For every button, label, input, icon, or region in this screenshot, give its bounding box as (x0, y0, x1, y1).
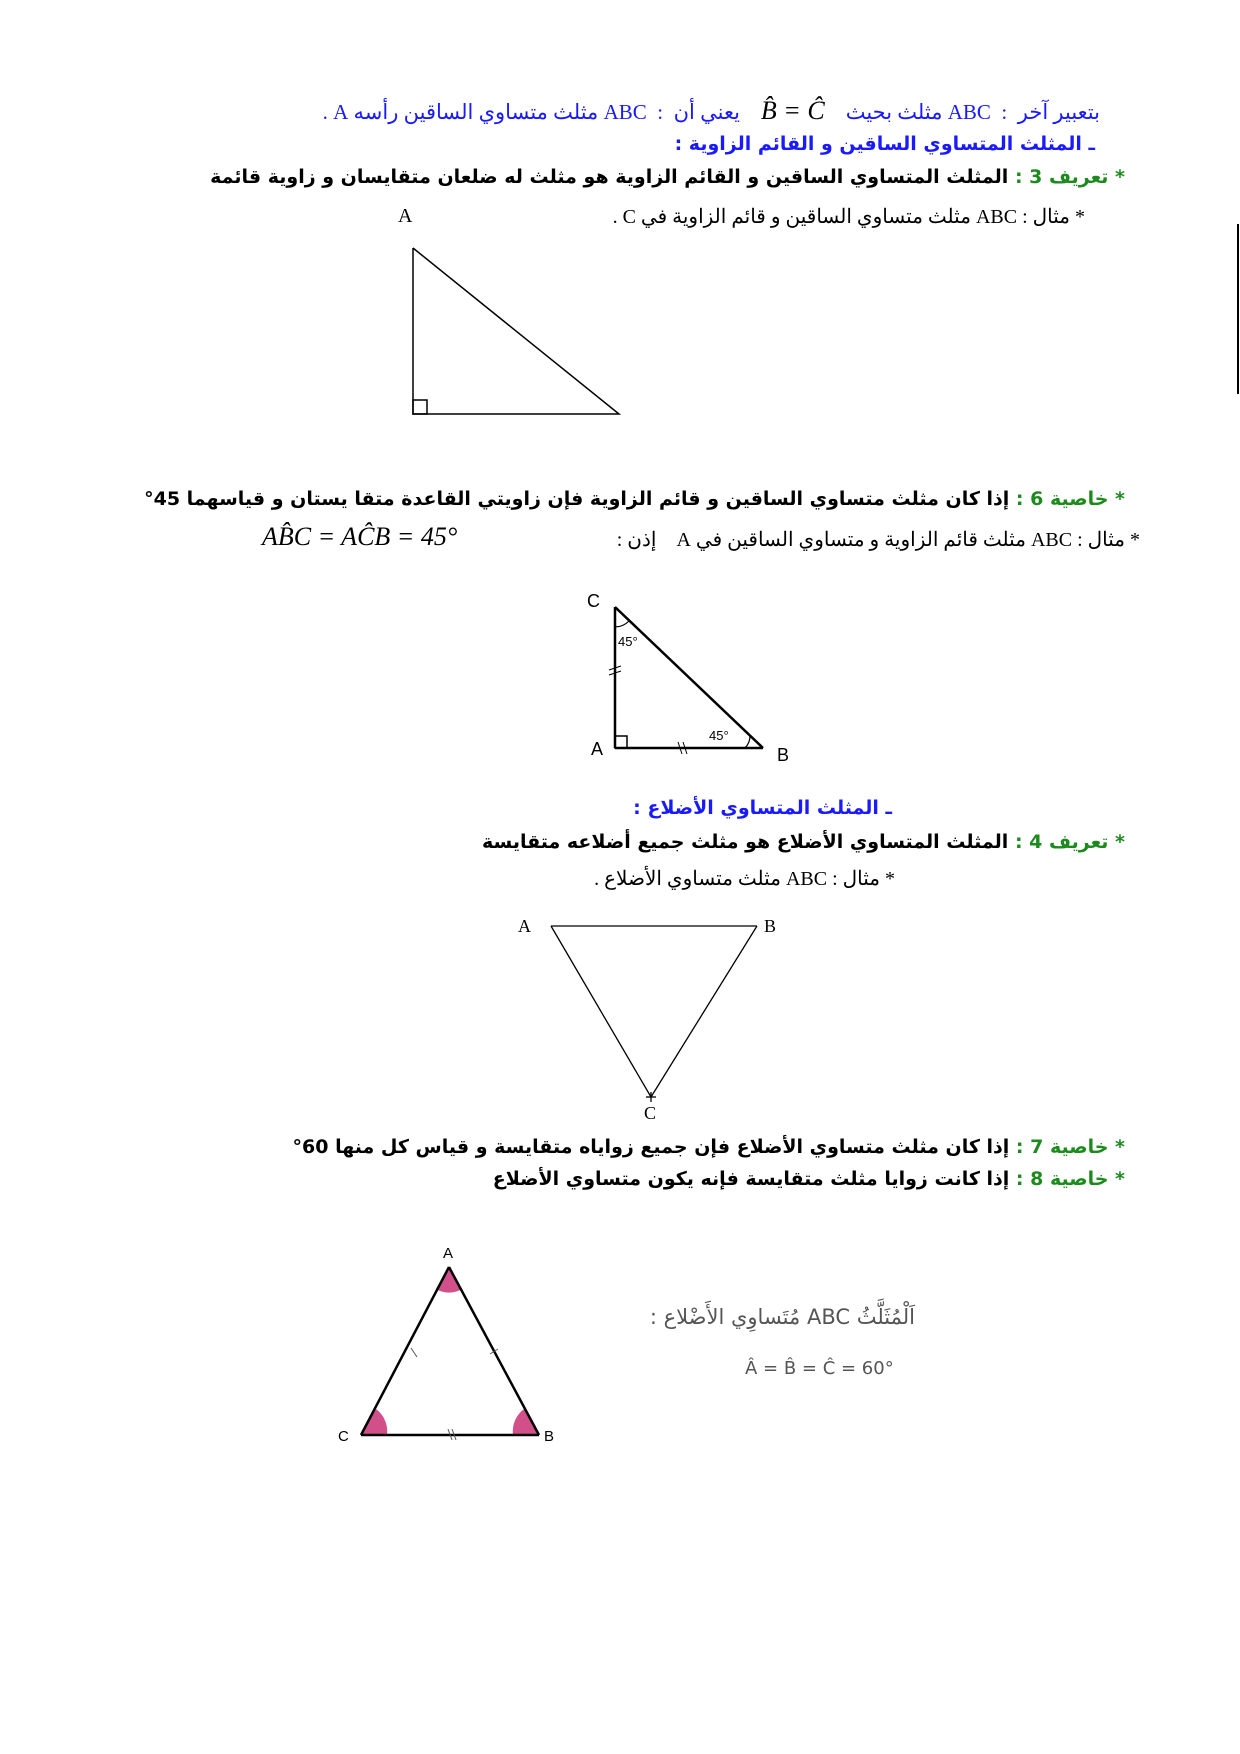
p6-example-text: مثلث قائم الزاوية و متساوي الساقين في A (676, 529, 1026, 551)
intro-abc: ABC (947, 100, 991, 124)
fig4-label-b: B (544, 1428, 555, 1445)
property-6-label: * خاصية 6 : (1015, 488, 1125, 510)
property-6-text: إذا كان مثلث متساوي الساقين و قائم الزاوية فإن زاويتي القاعدة متقا يستان و قياسهما 45° (144, 488, 1010, 510)
intro-mid2: يعني أن (673, 100, 740, 124)
figure1-label-a: A (398, 205, 413, 227)
definition-4 (482, 831, 1125, 853)
example-text: مثلث متساوي الساقين و قائم الزاوية في C . (612, 206, 971, 228)
fig2-label-c: C (587, 591, 600, 611)
section-heading-isosceles-right: ـ المثلث المتساوي الساقين و القائم الزاوية : (674, 133, 1095, 155)
property-8-text: إذا كانت زوايا مثلث متقايسة فإنه يكون متساوي الأضلاع (492, 1168, 1010, 1190)
property-7-label: * خاصية 7 : (1015, 1136, 1125, 1158)
intro-line: بتعبير آخر : ABC مثلث بحيث B̂ = Ĉ يعني أن : ABC مثلث متساوي الساقين رأسه A . (322, 96, 1100, 125)
fig4-label-a: A (443, 1245, 454, 1262)
p6-example-abc: ABC (1030, 529, 1073, 551)
eq-example-text: مثلث متساوي الأضلاع . (594, 868, 781, 890)
example-prefix: * مثال : (1022, 206, 1085, 228)
final-figure-formula: Â = B̂ = Ĉ = 60° (745, 1358, 894, 1379)
example-isosceles-right (613, 204, 1085, 229)
definition-3 (210, 166, 1125, 188)
fig3-label-a: A (518, 916, 531, 936)
fig2-angle-b: 45° (709, 728, 729, 743)
example-equilateral (594, 866, 895, 891)
definition-3-text: المثلث المتساوي الساقين و القائم الزاوية هو مثلث له ضلعان متقايسان و زاوية قائمة (210, 166, 1009, 188)
property-8 (493, 1168, 1125, 1190)
property-7-text: إذا كان مثلث متساوي الأضلاع فإن جميع زواياه متقايسة و قياس كل منها 60° (292, 1136, 1010, 1158)
final-figure-caption: اَلْمُثَلَّثُ ABC مُتَساوِي الأَضْلاع : (649, 1305, 915, 1329)
property-6-formula: AB̂C = AĈB = 45° (262, 522, 458, 551)
eq-example-abc: ABC (785, 868, 828, 890)
intro-equation: B̂ = Ĉ (760, 96, 825, 125)
intro-abc-2: ABC (603, 100, 647, 124)
margin-bar (1237, 224, 1239, 394)
intro-text-after: مثلث متساوي الساقين رأسه A . (322, 100, 599, 124)
figure-equilateral-60 (330, 1240, 590, 1445)
figure-equilateral-triangle (510, 910, 800, 1130)
property-7 (293, 1136, 1125, 1158)
definition-3-label: * تعريف 3 : (1014, 166, 1125, 188)
figure-right-isosceles-45 (585, 591, 805, 765)
intro-mid1: مثلث بحيث (845, 100, 943, 124)
fig2-angle-c: 45° (618, 634, 638, 649)
definition-4-text: المثلث المتساوي الأضلاع هو مثلث جميع أضلاعه متقايسة (481, 831, 1009, 853)
property-6-example (617, 527, 1140, 552)
property-6 (144, 488, 1125, 510)
section-heading-equilateral: ـ المثلث المتساوي الأضلاع : (633, 797, 892, 819)
definition-4-label: * تعريف 4 : (1014, 831, 1125, 853)
intro-text-before: بتعبير آخر (1017, 100, 1100, 124)
fig2-label-a: A (591, 739, 604, 759)
fig2-label-b: B (777, 745, 790, 765)
p6-then: إذن : (616, 529, 657, 551)
property-8-label: * خاصية 8 : (1015, 1168, 1125, 1190)
fig4-label-c: C (338, 1428, 349, 1445)
example-abc: ABC (975, 206, 1018, 228)
figure-isosceles-right-triangle (400, 240, 630, 425)
eq-example-prefix: * مثال : (832, 868, 895, 890)
fig3-label-b: B (764, 916, 777, 936)
p6-example-prefix: * مثال : (1077, 529, 1140, 551)
fig3-label-c: C (644, 1103, 657, 1123)
